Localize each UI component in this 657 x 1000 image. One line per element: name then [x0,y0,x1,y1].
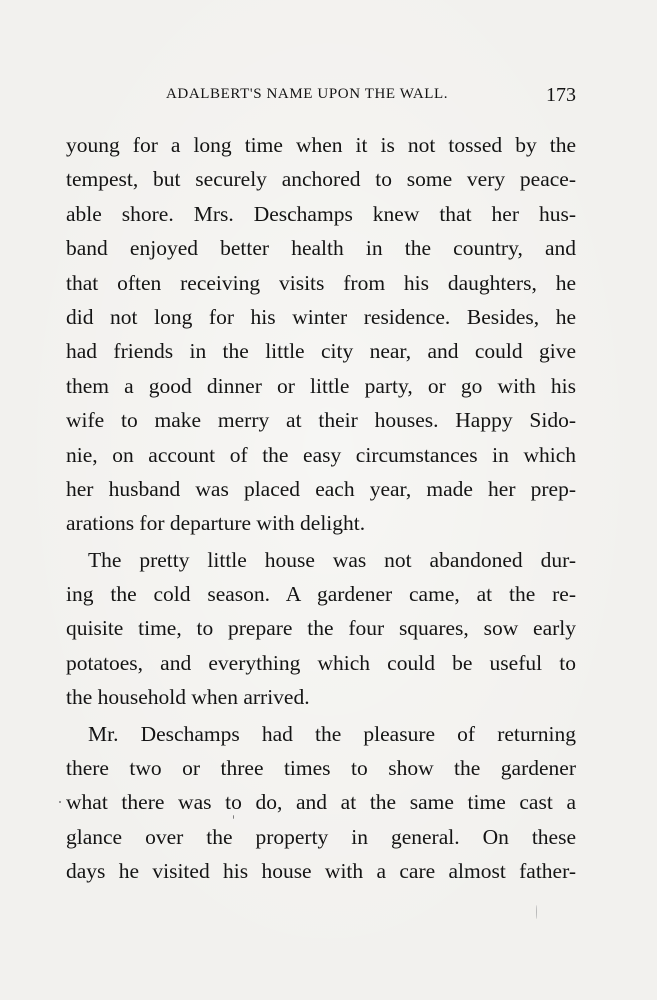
paper-speck [59,801,61,803]
running-title: ADALBERT'S NAME UPON THE WALL. [166,86,449,102]
paper-speck [536,905,537,919]
text-line: ing the cold season. A gardener came, at the re- [66,582,576,607]
text-line: what there was to do, and at the same time cast a [66,790,576,815]
text-line: wife to make merry at their houses. Happy Sido- [66,408,576,433]
text-line: able shore. Mrs. Deschamps knew that her hus- [66,201,576,226]
text-line: band enjoyed better health in the country, and [66,236,576,261]
body-text [66,128,576,889]
text-line: potatoes, and everything which could be useful to [66,650,576,675]
paragraph [66,717,576,889]
text-line: glance over the property in general. On these [66,824,576,849]
text-line: young for a long time when it is not tossed by the [66,133,576,157]
text-line: her husband was placed each year, made her prep- [66,476,576,501]
running-head [66,86,576,108]
text-line: quisite time, to prepare the four squares, sow early [66,616,576,641]
text-line: them a good dinner or little party, or go with his [66,373,576,398]
text-line: tempest, but securely anchored to some very peace- [66,167,576,192]
text-line: The pretty little house was not abandoned dur- [88,547,576,572]
text-line: that often receiving visits from his daughters, he [66,270,576,295]
paragraph [66,543,576,715]
text-line: arations for departure with delight. [66,511,366,536]
text-line: Mr. Deschamps had the pleasure of returning [88,721,576,746]
page-number: 173 [546,84,576,106]
paper-speck [233,815,234,819]
text-line: nie, on account of the easy circumstances in which [66,442,576,467]
text-line: the household when arrived. [66,685,310,710]
text-line: did not long for his winter residence. Besides, he [66,304,576,329]
text-line: had friends in the little city near, and could give [66,339,576,364]
text-line: days he visited his house with a care almost father- [66,859,576,884]
paragraph [66,128,576,541]
text-line: there two or three times to show the gardener [66,756,576,781]
